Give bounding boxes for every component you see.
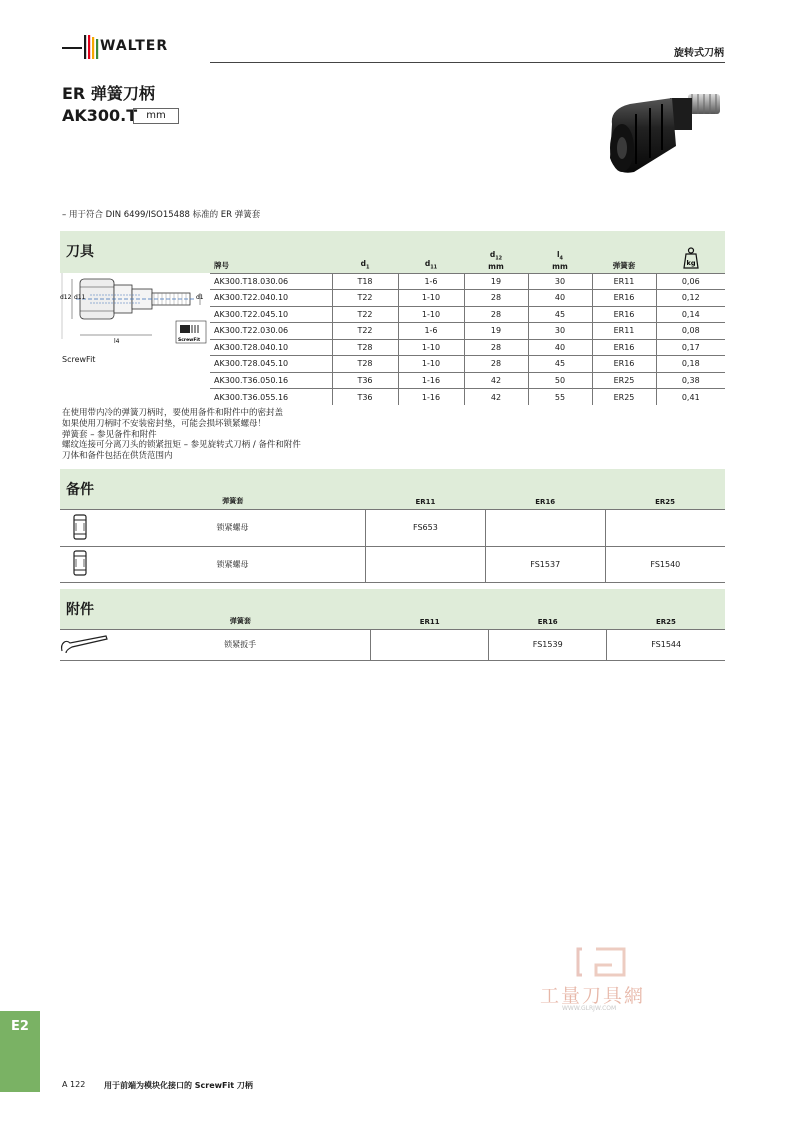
spares-col-er25: ER25 (655, 497, 676, 506)
tool-drawing (60, 273, 208, 347)
accessories-row (60, 629, 725, 660)
tool-cell-l4: 40 (528, 290, 592, 307)
tool-cell-designation: AK300.T22.040.10 (210, 290, 332, 307)
tool-cell-d1: T22 (332, 323, 398, 340)
spare-er25: FS1540 (605, 546, 725, 582)
tools-section-title: 刀具 (66, 244, 94, 260)
tool-cell-kg: 0,12 (656, 290, 725, 307)
spare-name: 锁紧螺母 (100, 546, 366, 582)
tool-cell-collet: ER25 (592, 372, 656, 389)
tool-cell-d1: T22 (332, 290, 398, 307)
tool-cell-kg: 0,08 (656, 323, 725, 340)
lock-nut-icon (60, 546, 100, 582)
note-line: 如果使用刀柄时不安装密封垫，可能会损坏锁紧螺母！ (62, 418, 267, 429)
acc-col-er25: ER25 (655, 617, 676, 626)
tool-row (210, 306, 725, 323)
weight-icon (683, 247, 699, 269)
spare-er25 (605, 509, 725, 546)
tool-cell-d11: 1-10 (398, 356, 464, 373)
tool-cell-l4: 30 (528, 323, 592, 340)
product-code: AK300.T (62, 106, 138, 125)
tool-cell-designation: AK300.T28.040.10 (210, 339, 332, 356)
tools-header-row (210, 231, 725, 273)
spare-er16 (485, 509, 605, 546)
note-line: 螺纹连接可分离刀头的锁紧扭矩 – 参见旋转式刀柄 / 备件和附件 (62, 440, 301, 451)
spares-row (60, 509, 725, 546)
watermark-url: WWW.GLRJW.COM (562, 1005, 617, 1012)
page-title: ER 弹簧刀柄 (62, 84, 155, 103)
tool-row (210, 372, 725, 389)
tool-cell-designation: AK300.T18.030.06 (210, 273, 332, 290)
spares-col-er16: ER16 (535, 497, 556, 506)
tool-cell-collet: ER16 (592, 356, 656, 373)
spares-col-er11: ER11 (415, 497, 436, 506)
acc-col-er11: ER11 (419, 617, 440, 626)
tool-cell-designation: AK300.T36.055.16 (210, 389, 332, 406)
tool-cell-designation: AK300.T22.045.10 (210, 306, 332, 323)
col-d1: $d_1$ (360, 259, 370, 271)
page-number: A 122 (62, 1080, 86, 1089)
col-weight (656, 231, 725, 273)
tool-row (210, 290, 725, 307)
drawing-caption: ScrewFit (62, 355, 96, 364)
spares-col-collet: 弹簧套 (222, 496, 244, 505)
tool-cell-l4: 30 (528, 273, 592, 290)
tool-cell-collet: ER11 (592, 273, 656, 290)
tool-row (210, 356, 725, 373)
accessory-er25: FS1544 (607, 629, 725, 660)
header-rule (210, 62, 725, 63)
accessories-header-row (60, 589, 725, 629)
category-label: 旋转式刀柄 (674, 48, 724, 59)
tool-cell-l4: 45 (528, 306, 592, 323)
tool-cell-d12: 28 (464, 290, 528, 307)
tool-cell-d1: T18 (332, 273, 398, 290)
tool-row (210, 323, 725, 340)
description: – 用于符合 DIN 6499/ISO15488 标准的 ER 弹簧套 (62, 210, 261, 220)
screwfit-badge: ScrewFit (178, 338, 201, 343)
tool-cell-collet: ER25 (592, 389, 656, 406)
tool-cell-designation: AK300.T28.045.10 (210, 356, 332, 373)
tool-row (210, 273, 725, 290)
spares-table (60, 469, 725, 583)
tool-cell-d12: 42 (464, 389, 528, 406)
tool-cell-d12: 28 (464, 339, 528, 356)
tool-row (210, 389, 725, 406)
tool-row (210, 339, 725, 356)
tool-cell-collet: ER16 (592, 290, 656, 307)
tool-cell-d1: T28 (332, 339, 398, 356)
tool-cell-d1: T36 (332, 372, 398, 389)
tool-cell-collet: ER16 (592, 339, 656, 356)
tool-cell-l4: 45 (528, 356, 592, 373)
tool-cell-d11: 1-6 (398, 323, 464, 340)
col-designation: 牌号 (214, 260, 229, 270)
col-d12: $d_{12}$ mm (488, 250, 504, 271)
tool-cell-d1: T22 (332, 306, 398, 323)
drawing-label-d11: d11 (74, 294, 86, 301)
col-collet: 弹簧套 (612, 260, 636, 270)
accessories-section-title: 附件 (66, 602, 94, 618)
tool-cell-kg: 0,41 (656, 389, 725, 406)
tool-cell-d12: 28 (464, 306, 528, 323)
tool-cell-d12: 28 (464, 356, 528, 373)
tool-cell-kg: 0,17 (656, 339, 725, 356)
tool-cell-d1: T36 (332, 389, 398, 406)
section-tab: E2 (0, 1011, 40, 1092)
brand-name: WALTER (100, 38, 169, 54)
tool-cell-d11: 1-16 (398, 389, 464, 406)
drawing-label-d1: d1 (196, 294, 204, 301)
tool-cell-designation: AK300.T36.050.16 (210, 372, 332, 389)
accessory-er11 (371, 629, 489, 660)
note-line: 在使用带内冷的弹簧刀柄时，要使用备件和附件中的密封盖 (62, 408, 284, 418)
spares-section-title: 备件 (66, 482, 94, 498)
wrench-icon (60, 629, 110, 660)
col-d11: $d_{11}$ (424, 259, 438, 271)
tool-cell-d11: 1-10 (398, 290, 464, 307)
tool-cell-l4: 40 (528, 339, 592, 356)
tool-cell-kg: 0,18 (656, 356, 725, 373)
tool-cell-d11: 1-10 (398, 339, 464, 356)
spare-name: 锁紧螺母 (100, 509, 366, 546)
svg-text:kg: kg (686, 258, 695, 267)
spare-er11: FS653 (365, 509, 485, 546)
accessory-name: 锁紧扳手 (110, 629, 371, 660)
acc-col-collet: 弹簧套 (229, 616, 251, 625)
note-line: 刀体和备件包括在供货范围内 (62, 451, 173, 462)
footer-title: 用于前端为模块化接口的 ScrewFit 刀柄 (104, 1081, 253, 1090)
spares-row (60, 546, 725, 582)
tool-cell-l4: 50 (528, 372, 592, 389)
tool-cell-d12: 19 (464, 323, 528, 340)
tool-cell-designation: AK300.T22.030.06 (210, 323, 332, 340)
tool-cell-l4: 55 (528, 389, 592, 406)
acc-col-er16: ER16 (537, 617, 558, 626)
accessories-table (60, 589, 725, 661)
spare-er11 (365, 546, 485, 582)
drawing-label-d12: d12 (60, 294, 72, 301)
accessory-er16: FS1539 (489, 629, 607, 660)
product-image (600, 84, 730, 184)
tool-cell-d1: T28 (332, 356, 398, 373)
lock-nut-icon (60, 509, 100, 546)
tool-cell-collet: ER11 (592, 323, 656, 340)
spares-header-row (60, 469, 725, 509)
tool-cell-d12: 42 (464, 372, 528, 389)
tool-cell-d11: 1-16 (398, 372, 464, 389)
tool-cell-d12: 19 (464, 273, 528, 290)
watermark-text: 工量刀具網 (540, 985, 646, 1007)
drawing-label-l4: l4 (114, 338, 120, 345)
tool-cell-kg: 0,14 (656, 306, 725, 323)
tools-table (210, 231, 725, 405)
spare-er16: FS1537 (485, 546, 605, 582)
notes-block (62, 408, 301, 462)
col-l4: $l_4$ mm (552, 250, 568, 271)
tool-cell-kg: 0,38 (656, 372, 725, 389)
tool-cell-kg: 0,06 (656, 273, 725, 290)
tool-cell-collet: ER16 (592, 306, 656, 323)
unit-badge: mm (133, 108, 179, 124)
note-line: 弹簧套 – 参见备件和附件 (62, 429, 157, 440)
tool-cell-d11: 1-6 (398, 273, 464, 290)
tool-cell-d11: 1-10 (398, 306, 464, 323)
